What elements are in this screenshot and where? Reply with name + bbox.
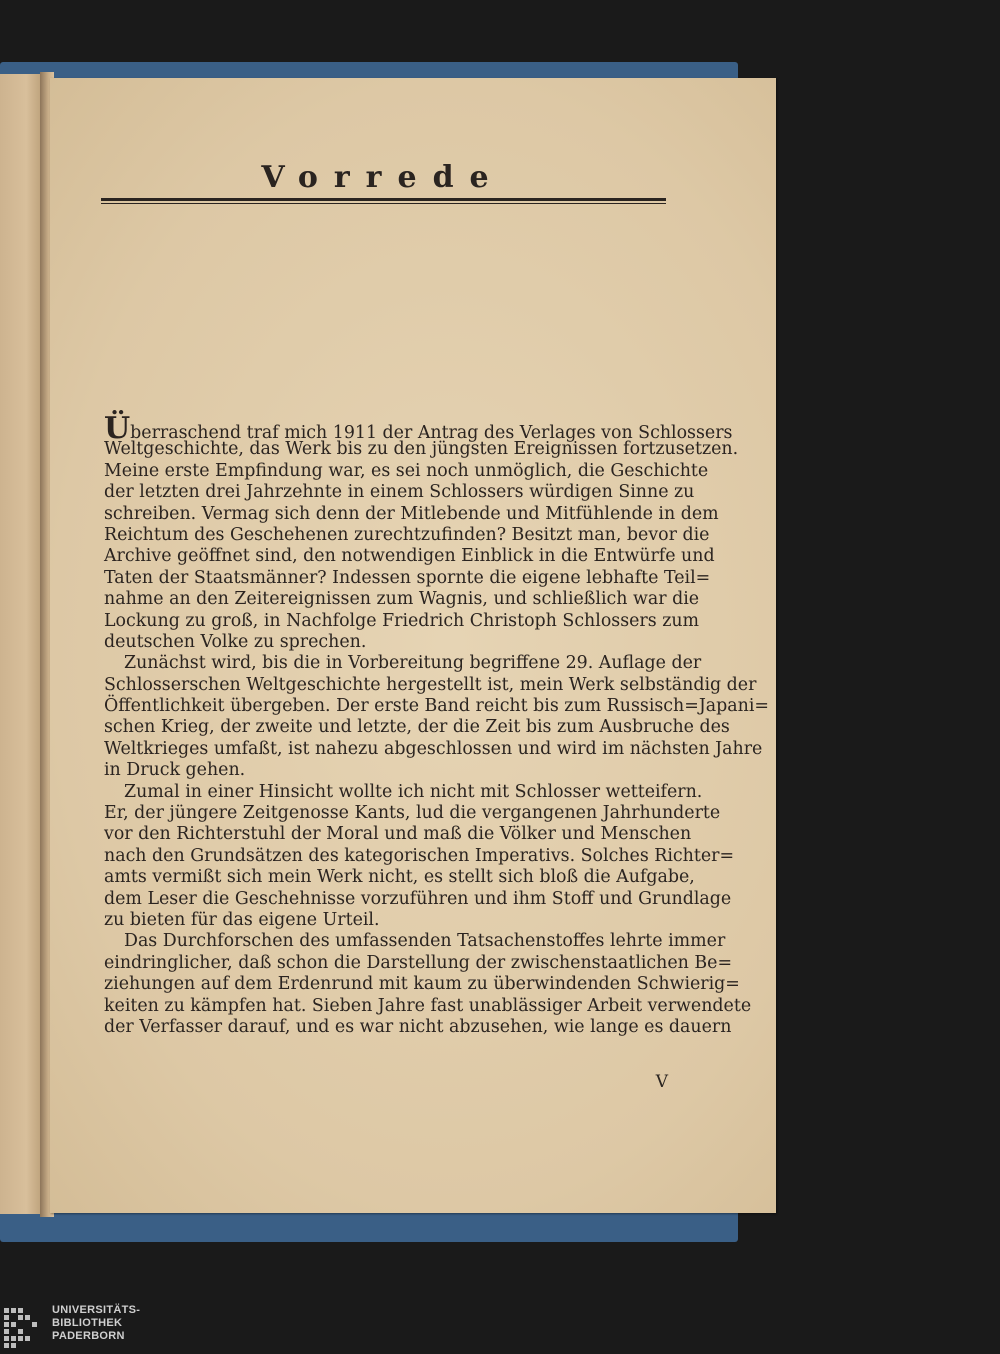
text-line: nach den Grundsätzen des kategorischen Imperativs. Solches Richter= [104, 845, 735, 866]
text-line: Lockung zu groß, in Nachfolge Friedrich Christoph Schlossers zum [104, 610, 700, 631]
text-line: Schlosserschen Weltgeschichte hergestellt ist, mein Werk selbständig der [104, 674, 757, 695]
text-line: der Verfasser darauf, und es war nicht abzusehen, wie lange es dauern [104, 1016, 732, 1037]
text-line: Weltgeschichte, das Werk bis zu den jüngsten Ereignissen fortzusetzen. [104, 439, 739, 460]
library-logo-icon [2, 1306, 46, 1350]
text-line: amts vermißt sich mein Werk nicht, es stellt sich bloß die Aufgabe, [104, 867, 695, 888]
drop-cap: Ü [104, 411, 131, 446]
page-number: V [655, 1072, 668, 1092]
text-line: Weltkrieges umfaßt, ist nahezu abgeschlossen und wird im nächsten Jahre [104, 738, 763, 759]
text-line: Archive geöffnet sind, den notwendigen Einblick in die Entwürfe und [104, 546, 715, 567]
logo-text-line-2: BIBLIOTHEK [52, 1317, 123, 1329]
text-line: ziehungen auf dem Erdenrund mit kaum zu überwindenden Schwierig= [104, 974, 740, 995]
title-rule-thick [101, 198, 666, 201]
text-line: vor den Richterstuhl der Moral und maß die Völker und Menschen [104, 824, 692, 845]
text-line: Zumal in einer Hinsicht wollte ich nicht mit Schlosser wetteifern. [124, 781, 703, 802]
text-line: schreiben. Vermag sich denn der Mitlebende und Mitfühlende in dem [104, 503, 719, 524]
text-line: Öffentlichkeit übergeben. Der erste Band reicht bis zum Russisch=Japani= [104, 696, 769, 717]
page-title: Vorrede [261, 160, 505, 195]
logo-text-line-3: PADERBORN [52, 1330, 125, 1342]
text-line: Taten der Staatsmänner? Indessen spornte die eigene lebhafte Teil= [104, 567, 711, 588]
text-line: Das Durchforschen des umfassenden Tatsachenstoffes lehrte immer [124, 931, 726, 952]
text-line: der letzten drei Jahrzehnte in einem Schlossers würdigen Sinne zu [104, 482, 695, 503]
text-line: schen Krieg, der zweite und letzte, der die Zeit bis zum Ausbruche des [104, 717, 730, 738]
text-line: eindringlicher, daß schon die Darstellung der zwischenstaatlichen Be= [104, 952, 733, 973]
text-line: Zunächst wird, bis die in Vorbereitung begriffene 29. Auflage der [124, 653, 702, 674]
text-line: Überraschend traf mich 1911 der Antrag des Verlages von Schlossers [104, 411, 733, 446]
text-line: Meine erste Empfindung war, es sei noch unmöglich, die Geschichte [104, 460, 709, 481]
text-line: zu bieten für das eigene Urteil. [104, 909, 380, 930]
title-rule-thin [101, 203, 666, 204]
text-line: Er, der jüngere Zeitgenosse Kants, lud die vergangenen Jahrhunderte [104, 803, 721, 824]
library-logo [0, 1300, 160, 1354]
body-text [104, 411, 769, 1038]
text-line: nahme an den Zeitereignissen zum Wagnis, und schließlich war die [104, 589, 700, 610]
text-line: in Druck gehen. [104, 760, 246, 781]
text-line: Reichtum des Geschehenen zurechtzufinden? Besitzt man, bevor die [104, 524, 710, 545]
left-page-edge [0, 74, 44, 1214]
logo-text-line-1: UNIVERSITÄTS- [52, 1304, 141, 1316]
text-line: keiten zu kämpfen hat. Sieben Jahre fast unablässiger Arbeit verwendete [104, 995, 752, 1016]
text-line: deutschen Volke zu sprechen. [104, 631, 367, 652]
text-line: dem Leser die Geschehnisse vorzuführen und ihm Stoff und Grundlage [104, 888, 732, 909]
